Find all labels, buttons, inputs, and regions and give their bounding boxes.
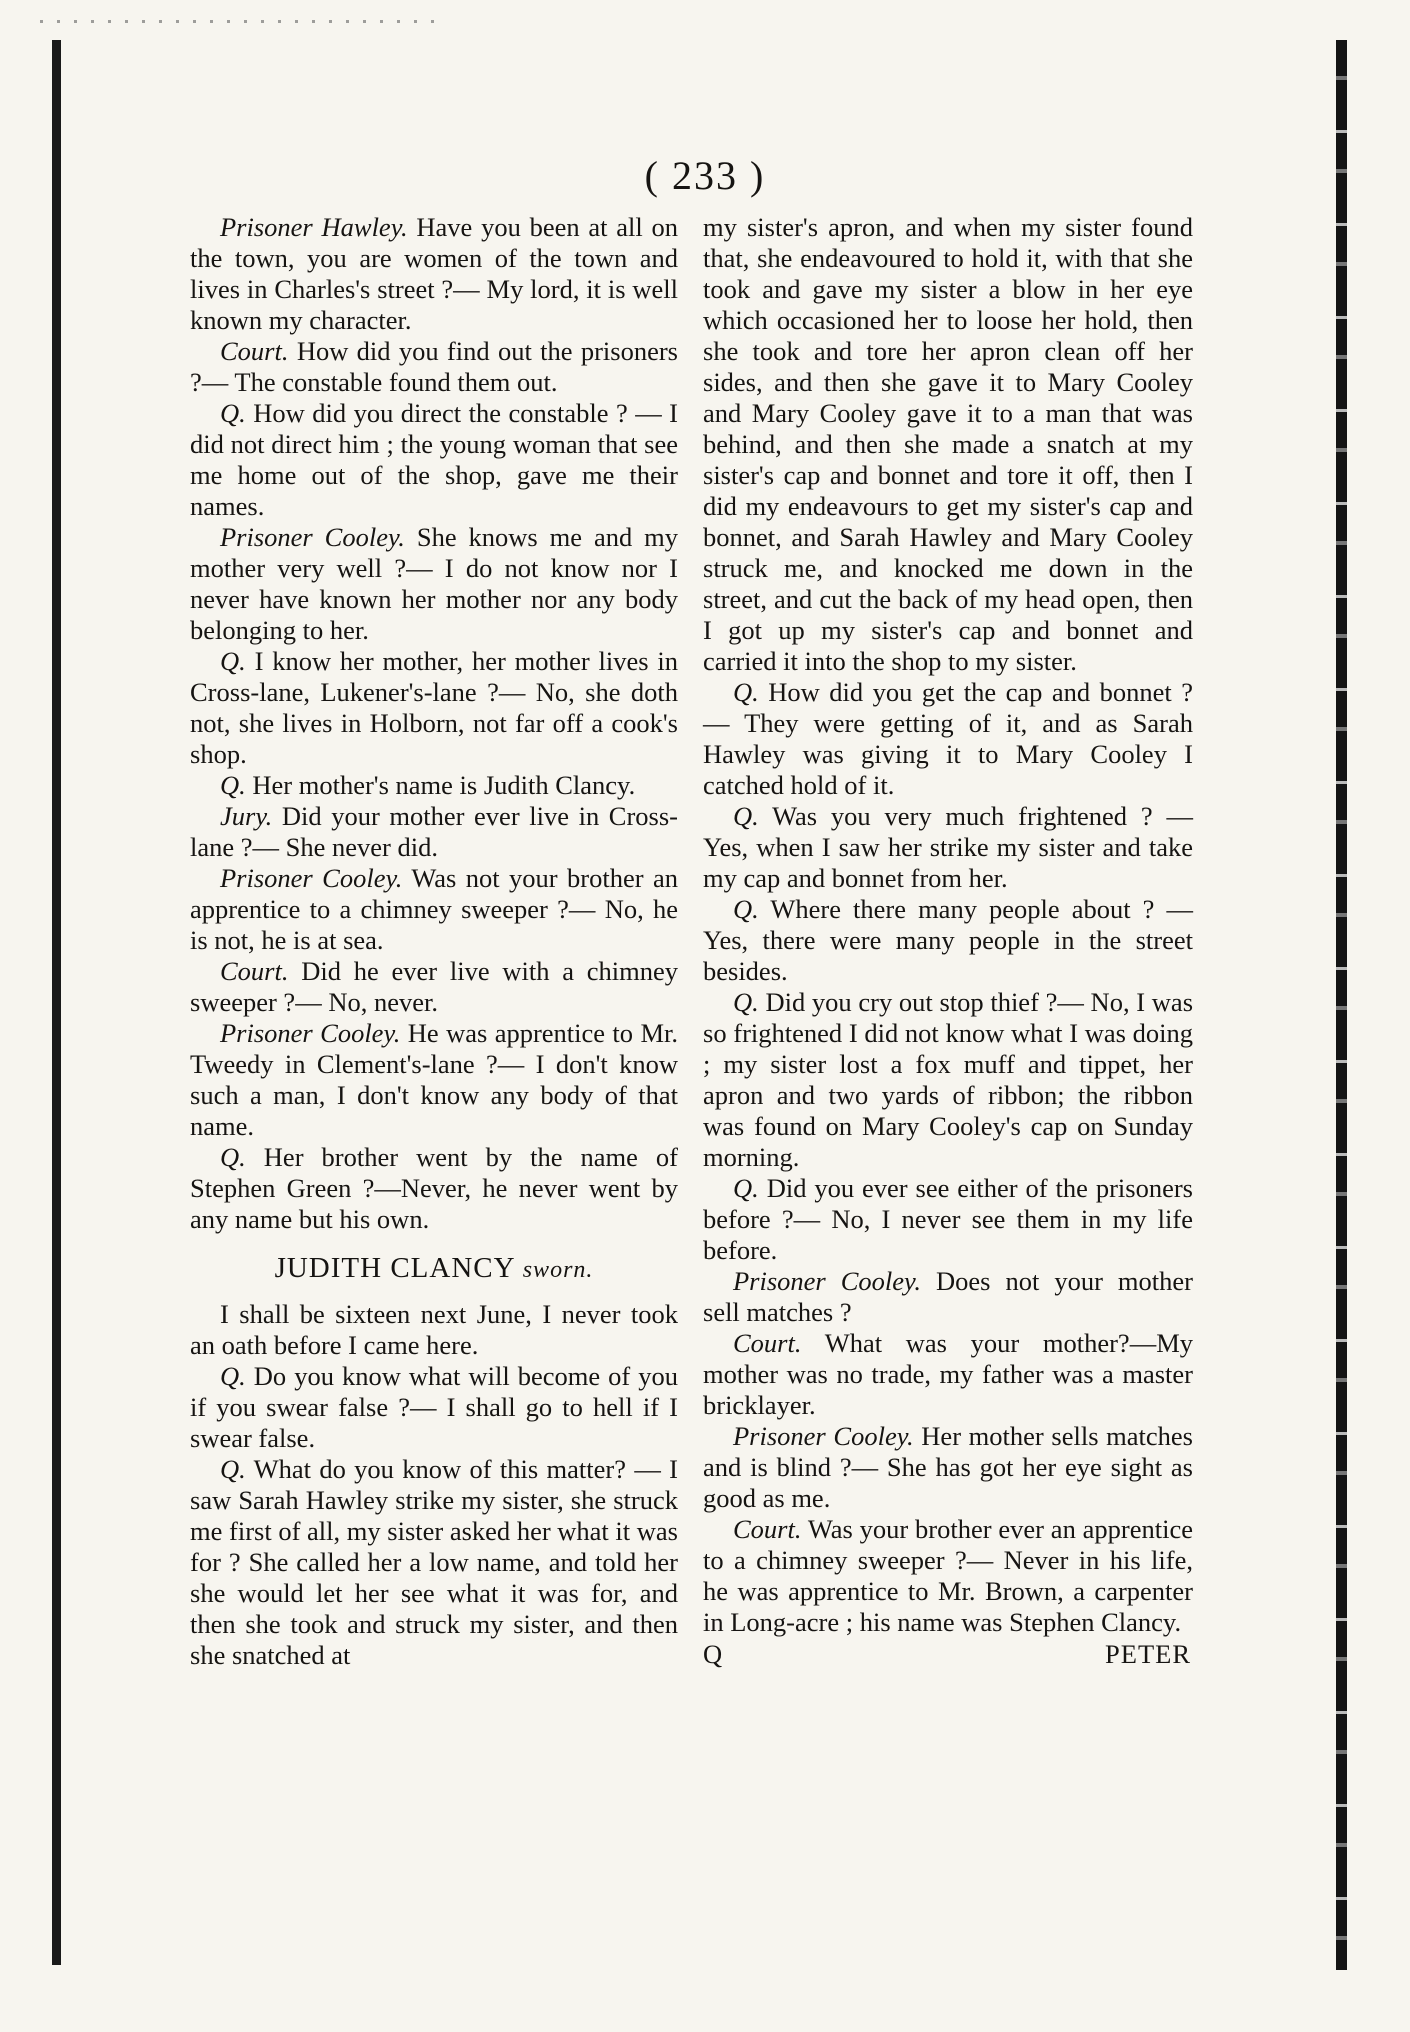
paragraph — [190, 398, 678, 522]
paragraph — [190, 1299, 678, 1361]
binding-edge-left — [52, 40, 61, 1965]
paragraph — [190, 956, 678, 1018]
paragraph — [190, 1361, 678, 1454]
continued-paragraph: my sister's apron, and when my sister found that, she endeavoured to hold it, with that she took and gave my sister a blow in her eye which occasioned her to loose her hold, then she took and tore her apron clean off her sides, and then she gave it to Mary Cooley and Mary Cooley gave it to a man that was behind, and then she made a snatch at my sister's cap and bonnet and tore it off, then I did my endeavours to get my sister's cap and bonnet, and Sarah Hawley and Mary Cooley struck me, and knocked me down in the street, and cut the back of my head open, then I got up my sister's cap and bonnet and carried it into the shop to my sister. — [703, 212, 1193, 676]
paragraph — [190, 646, 678, 770]
paragraph-text: Did he ever live with a chimney sweeper ?— No, never. — [190, 956, 678, 1017]
paragraph-text: He was apprentice to Mr. Tweedy in Clement's-lane ?— I don't know such a man, I don't know any body of that name. — [190, 1018, 678, 1141]
signature-mark: Q — [703, 1639, 723, 1669]
speaker-label: Q. — [733, 677, 759, 707]
speaker-label: Prisoner Hawley. — [220, 212, 408, 242]
paragraph — [703, 1173, 1193, 1266]
speaker-label: Q. — [220, 1361, 246, 1391]
paragraph — [190, 801, 678, 863]
paragraph — [703, 1421, 1193, 1514]
paragraph — [703, 987, 1193, 1173]
paragraph-text: I know her mother, her mother lives in Cross-lane, Lukener's-lane ?— No, she doth not, she lives in Holborn, not far off a cook's shop. — [190, 646, 678, 769]
paragraph — [703, 1266, 1193, 1328]
speaker-label: Court. — [733, 1328, 802, 1358]
right-column-paragraphs — [703, 677, 1193, 1638]
speaker-label: Q. — [733, 1173, 759, 1203]
speaker-label: Q. — [220, 1454, 246, 1484]
paragraph-text: I shall be sixteen next June, I never took an oath before I came here. — [190, 1299, 678, 1360]
speaker-label: Q. — [733, 987, 759, 1017]
speaker-label: Jury. — [220, 801, 273, 831]
paragraph-text: What was your mother?—My mother was no trade, my father was a master bricklayer. — [703, 1328, 1194, 1420]
speaker-label: Prisoner Cooley. — [733, 1266, 921, 1296]
paragraph-text: She knows me and my mother very well ?— I do not know nor I never have known her mother nor any body belonging to her. — [190, 522, 679, 645]
witness-name: JUDITH CLANCY — [274, 1252, 515, 1284]
paragraph-text: Her brother went by the name of Stephen Green ?—Never, he never went by any name but his own. — [190, 1142, 678, 1234]
page-number: ( 233 ) — [644, 153, 766, 198]
paragraph-text: Where there many people about ? — Yes, there were many people in the street besides. — [703, 894, 1193, 986]
speaker-label: Q. — [220, 1142, 246, 1172]
witness-status: sworn. — [522, 1257, 594, 1283]
paragraph-text: Did you ever see either of the prisoners before ?— No, I never see them in my life before. — [703, 1173, 1193, 1265]
paragraph — [190, 522, 678, 646]
paragraph — [703, 801, 1193, 894]
paragraph-text: How did you get the cap and bonnet ?— They were getting of it, and as Sarah Hawley was giving it to Mary Cooley I catched hold of it. — [703, 677, 1194, 800]
left-column-paragraphs — [190, 212, 678, 1235]
right-column — [703, 212, 1193, 1670]
speaker-label: Q. — [220, 770, 246, 800]
catchword: PETER — [1105, 1639, 1191, 1669]
paragraph-text: Did you cry out stop thief ?— No, I was so frightened I did not know what I was doing ; my sister lost a fox muff and tippet, her apron and two yards of ribbon; the ribbon was found on Mary Cooley's cap on Sunday morning. — [703, 987, 1194, 1172]
paragraph-text: Was not your brother an apprentice to a chimney sweeper ?— No, he is not, he is at sea. — [190, 863, 678, 955]
paragraph — [190, 1018, 678, 1142]
binding-edge-right — [1336, 40, 1347, 1970]
paragraph-text: Did your mother ever live in Cross-lane ?— She never did. — [190, 801, 678, 862]
page-edge-specks — [40, 20, 440, 23]
paragraph-text: Was you very much frightened ? — Yes, when I saw her strike my sister and take my cap and bonnet from her. — [703, 801, 1193, 893]
speaker-label: Court. — [733, 1514, 802, 1544]
paragraph-text: Do you know what will become of you if you swear false ?— I shall go to hell if I swear false. — [190, 1361, 678, 1453]
speaker-label: Court. — [220, 336, 289, 366]
witness-heading — [190, 1251, 678, 1287]
paragraph — [190, 1142, 678, 1235]
paragraph-text: What do you know of this matter? — I saw Sarah Hawley strike my sister, she struck me first of all, my sister asked her what it was for ? She called her a low name, and told her she would let her see what it was for, and then she took and struck my sister, and then she snatched at — [190, 1454, 678, 1670]
speaker-label: Prisoner Cooley. — [220, 863, 403, 893]
paragraph-text: Does not your mother sell matches ? — [703, 1266, 1193, 1327]
paragraph — [190, 336, 678, 398]
speaker-label: Q. — [220, 646, 246, 676]
speaker-label: Prisoner Cooley. — [220, 1018, 401, 1048]
left-column — [190, 212, 678, 1671]
paragraph-text: How did you find out the prisoners ?— The constable found them out. — [190, 336, 678, 397]
witness-paragraphs — [190, 1299, 678, 1671]
paragraph — [190, 770, 678, 801]
speaker-label: Q. — [733, 801, 759, 831]
speaker-label: Prisoner Cooley. — [733, 1421, 914, 1451]
paragraph — [703, 894, 1193, 987]
speaker-label: Q. — [220, 398, 246, 428]
paragraph — [703, 1328, 1193, 1421]
paragraph-text: Her mother sells matches and is blind ?— She has got her eye sight as good as me. — [703, 1421, 1193, 1513]
speaker-label: Court. — [220, 956, 289, 986]
speaker-label: Prisoner Cooley. — [220, 522, 405, 552]
page-footer — [703, 1639, 1193, 1670]
paragraph — [703, 1514, 1193, 1638]
paragraph — [190, 212, 678, 336]
paragraph — [703, 677, 1193, 801]
paragraph — [190, 1454, 678, 1671]
speaker-label: Q. — [733, 894, 759, 924]
paragraph-text: Her mother's name is Judith Clancy. — [252, 770, 636, 800]
paragraph — [190, 863, 678, 956]
paragraph-text: How did you direct the constable ? — I did not direct him ; the young woman that see me home out of the shop, gave me their names. — [190, 398, 679, 521]
paragraph-text: Have you been at all on the town, you are women of the town and lives in Charles's street ?— My lord, it is well known my character. — [190, 212, 678, 335]
paragraph-text: Was your brother ever an apprentice to a chimney sweeper ?— Never in his life, he was apprentice to Mr. Brown, a carpenter in Long-acre ; his name was Stephen Clancy. — [703, 1514, 1193, 1637]
